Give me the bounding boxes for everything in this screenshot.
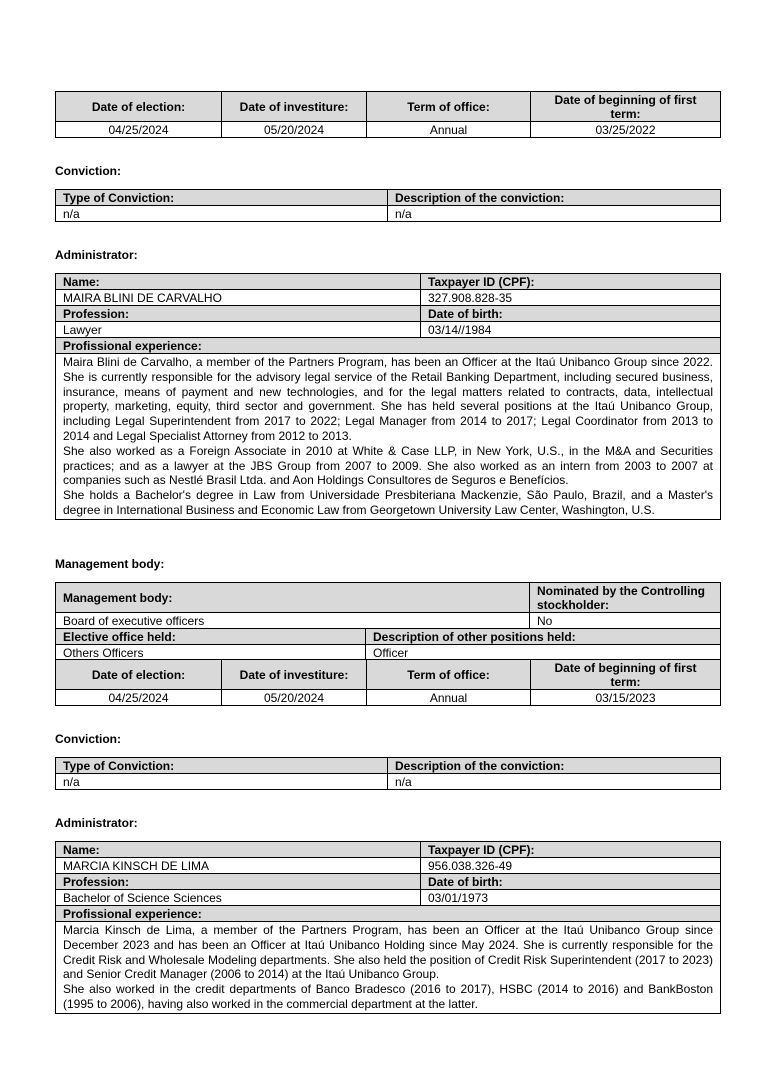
first-term-date-header: Date of beginning of first term:	[531, 660, 721, 690]
nominated-label: Nominated by the Controlling stockholder:	[530, 583, 721, 613]
conviction-description-value: n/a	[388, 206, 721, 222]
conviction-table-2	[55, 757, 721, 790]
other-positions-label: Description of other positions held:	[366, 629, 721, 645]
cpf-label: Taxpayer ID (CPF):	[421, 274, 721, 290]
profession-value: Bachelor of Science Sciences	[56, 890, 421, 906]
investiture-date-value: 05/20/2024	[222, 690, 367, 706]
term-of-office-value: Annual	[367, 690, 531, 706]
name-label: Name:	[56, 274, 421, 290]
term-of-office-header: Term of office:	[367, 660, 531, 690]
birth-date-value: 03/01/1973	[421, 890, 721, 906]
experience-text	[56, 354, 721, 520]
first-term-date-value: 03/25/2022	[531, 122, 721, 138]
conviction-heading: Conviction:	[55, 164, 121, 178]
conviction-heading: Conviction:	[55, 732, 121, 746]
administrator-table-1	[55, 273, 721, 520]
term-of-office-value: Annual	[367, 122, 531, 138]
investiture-date-header: Date of investiture:	[222, 92, 367, 122]
election-date-value: 04/25/2024	[56, 122, 222, 138]
other-positions-value: Officer	[366, 645, 721, 661]
investiture-date-header: Date of investiture:	[222, 660, 367, 690]
administrator-heading: Administrator:	[55, 248, 138, 262]
experience-label: Profissional experience:	[56, 906, 721, 922]
nominated-value: No	[530, 613, 721, 629]
experience-paragraph: Maira Blini de Carvalho, a member of the Partners Program, has been an Officer at the Itaú Unibanco Group since 2022. She is currently responsible for the advisory legal service of the Retail Banking Department, including secured business, insurance, means of payment and new technologies, and for the legal matters related to contracts, data, intellectual property, marketing, equity, third sector and government. She has held several positions at the Itaú Unibanco Group, including Legal Superintendent from 2017 to 2022; Legal Manager from 2014 to 2017; Legal Coordinator from 2013 to 2014 and Legal Specialist Attorney from 2012 to 2013.	[63, 355, 713, 443]
first-term-date-header: Date of beginning of first term:	[531, 92, 721, 122]
profession-label: Profession:	[56, 306, 421, 322]
conviction-description-label: Description of the conviction:	[388, 758, 721, 774]
profession-value: Lawyer	[56, 322, 421, 338]
management-body-label: Management body:	[56, 583, 530, 613]
investiture-date-value: 05/20/2024	[222, 122, 367, 138]
cpf-label: Taxpayer ID (CPF):	[421, 842, 721, 858]
conviction-type-value: n/a	[56, 774, 388, 790]
birth-date-label: Date of birth:	[421, 306, 721, 322]
management-body-value: Board of executive officers	[56, 613, 530, 629]
experience-paragraph: Marcia Kinsch de Lima, a member of the Partners Program, has been an Officer at the Itaú Unibanco Group since December 2023 and has been an Officer at Itaú Unibanco Holding since May 2024. She is currently responsible for the Credit Risk and Wholesale Modeling departments. She also held the position of Credit Risk Superintendent (2017 to 2023) and Senior Credit Manager (2006 to 2014) at the Itaú Unibanco Group.	[63, 923, 713, 982]
profession-label: Profession:	[56, 874, 421, 890]
term-table-2	[55, 659, 721, 706]
experience-paragraph: She also worked in the credit departments of Banco Bradesco (2016 to 2017), HSBC (2014 to 2016) and BankBoston (1995 to 2006), having also worked in the commercial department at the latter.	[63, 982, 713, 1011]
administrator-table-2	[55, 841, 721, 1014]
election-date-header: Date of election:	[56, 660, 222, 690]
experience-paragraph: She holds a Bachelor's degree in Law from Universidade Presbiteriana Mackenzie, São Paulo, Brazil, and a Master's degree in International Business and Economic Law from Georgetown University Law Center, Washington, U.S.	[63, 488, 713, 517]
cpf-value: 956.038.326-49	[421, 858, 721, 874]
birth-date-label: Date of birth:	[421, 874, 721, 890]
name-value: MAIRA BLINI DE CARVALHO	[56, 290, 421, 306]
experience-paragraph: She also worked as a Foreign Associate in 2010 at White & Case LLP, in New York, U.S., in the M&A and Securities practices; and as a lawyer at the JBS Group from 2007 to 2009. She also worked as an intern from 2003 to 2007 at companies such as Nestlé Brasil Ltda. and Aon Holdings Consultores de Seguros e Benefícios.	[63, 443, 713, 488]
name-value: MARCIA KINSCH DE LIMA	[56, 858, 421, 874]
management-body-heading: Management body:	[55, 557, 165, 571]
conviction-type-label: Type of Conviction:	[56, 190, 388, 206]
elective-office-value: Others Officers	[56, 645, 366, 661]
conviction-table-1	[55, 189, 721, 222]
experience-text	[56, 922, 721, 1014]
conviction-description-value: n/a	[388, 774, 721, 790]
term-of-office-header: Term of office:	[367, 92, 531, 122]
name-label: Name:	[56, 842, 421, 858]
conviction-type-value: n/a	[56, 206, 388, 222]
election-date-value: 04/25/2024	[56, 690, 222, 706]
management-table-a	[55, 582, 721, 629]
administrator-heading: Administrator:	[55, 816, 138, 830]
experience-label: Profissional experience:	[56, 338, 721, 354]
cpf-value: 327.908.828-35	[421, 290, 721, 306]
election-date-header: Date of election:	[56, 92, 222, 122]
management-table-b	[55, 628, 721, 661]
birth-date-value: 03/14//1984	[421, 322, 721, 338]
conviction-type-label: Type of Conviction:	[56, 758, 388, 774]
conviction-description-label: Description of the conviction:	[388, 190, 721, 206]
first-term-date-value: 03/15/2023	[531, 690, 721, 706]
term-table-1	[55, 91, 721, 138]
elective-office-label: Elective office held:	[56, 629, 366, 645]
